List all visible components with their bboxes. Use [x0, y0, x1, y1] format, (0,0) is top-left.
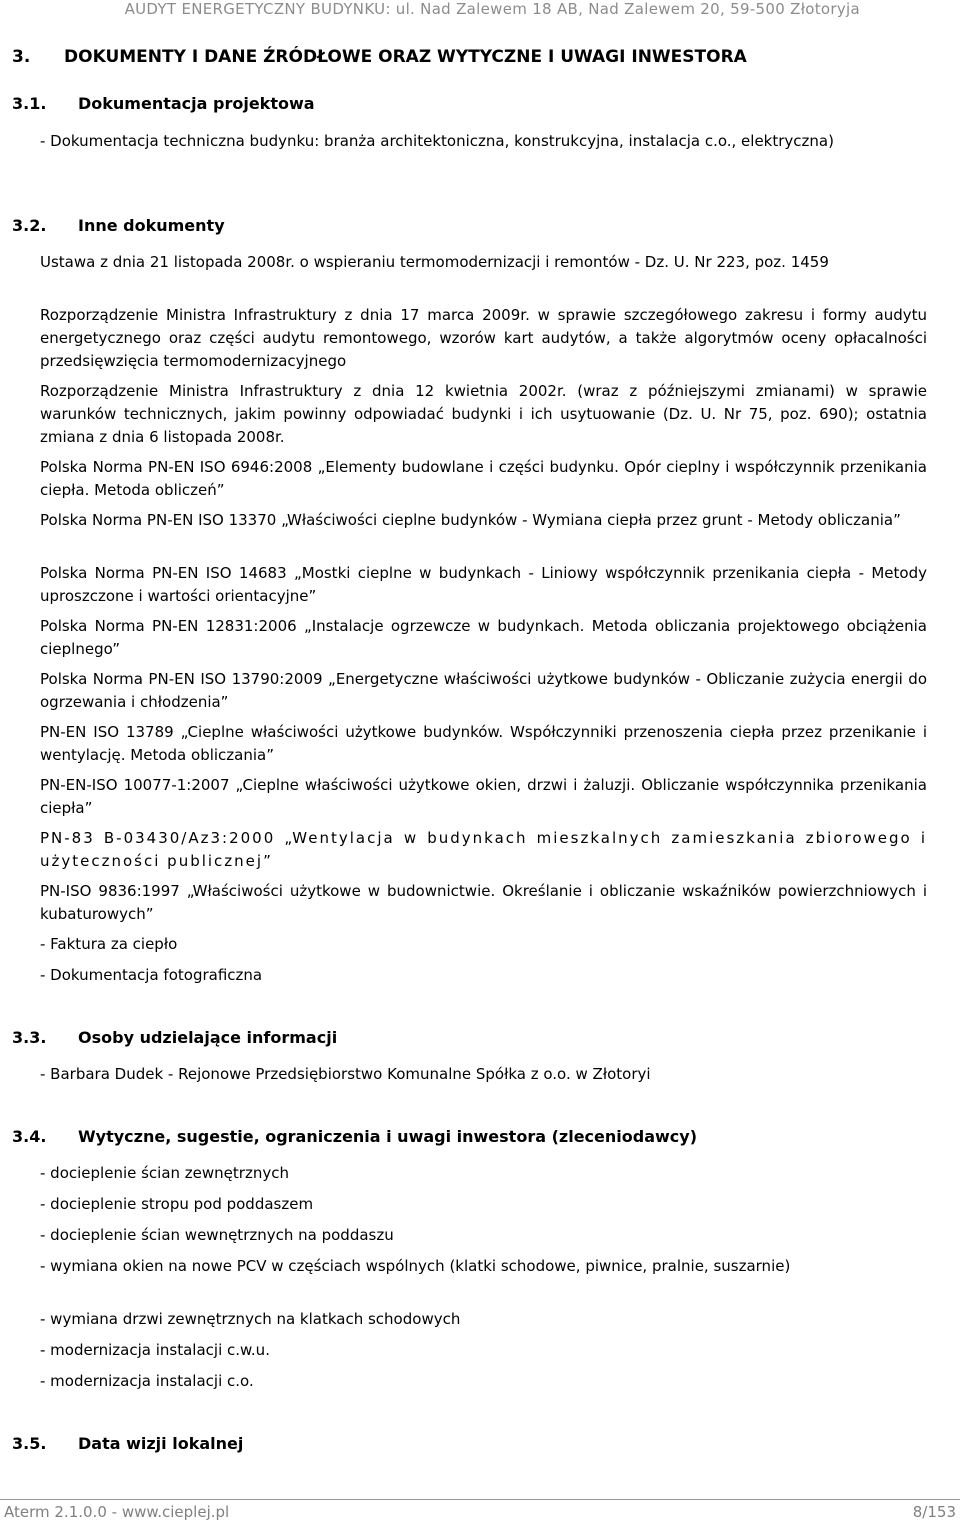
page-header: AUDYT ENERGETYCZNY BUDYNKU: ul. Nad Zalewem 18 AB, Nad Zalewem 20, 59-500 Złotoryja — [124, 0, 860, 18]
document-item: PN-EN-ISO 10077-1:2007 „Cieplne właściwości użytkowe okien, drzwi i żaluzji. Obliczanie współczynnika przenikania ciepła” — [40, 776, 927, 817]
document-item: - Dokumentacja fotograficzna — [40, 966, 263, 984]
list-item: - docieplenie ścian zewnętrznych — [40, 1164, 289, 1182]
list-item: - docieplenie ścian wewnętrznych na poddaszu — [40, 1226, 394, 1244]
list-item: - wymiana okien na nowe PCV w częściach wspólnych (klatki schodowe, piwnice, pralnie, suszarnie) — [40, 1257, 791, 1275]
section-3-1-heading: 3.1. Dokumentacja projektowa — [12, 94, 315, 113]
page-footer — [0, 1499, 960, 1521]
document-item: Rozporządzenie Ministra Infrastruktury z dnia 17 marca 2009r. w sprawie szczegółowego zakresu i formy audytu energetycznego oraz części audytu remontowego, wzorów kart audytów, a także algorytmów oceny opłacalności przedsięwzięcia termomodernizacyjnego — [40, 306, 927, 370]
document-item: PN-ISO 9836:1997 „Właściwości użytkowe w budownictwie. Określanie i obliczanie wskaźników powierzchniowych i kubaturowych” — [40, 882, 927, 923]
paragraph-dokumentacja: - Dokumentacja techniczna budynku: branża architektoniczna, konstrukcyjna, instalacja c.o., elektryczna) — [40, 132, 834, 150]
document-item: Polska Norma PN-EN ISO 14683 „Mostki cieplne w budynkach - Liniowy współczynnik przenikania ciepła - Metody uproszczone i wartości orientacyjne” — [40, 564, 927, 605]
list-item: - modernizacja instalacji c.o. — [40, 1372, 254, 1390]
section-3-heading: 3. DOKUMENTY I DANE ŹRÓDŁOWE ORAZ WYTYCZNE I UWAGI INWESTORA — [12, 47, 747, 67]
section-3-4-heading: 3.4. Wytyczne, sugestie, ograniczenia i uwagi inwestora (zleceniodawcy) — [12, 1127, 697, 1146]
list-item: - wymiana drzwi zewnętrznych na klatkach schodowych — [40, 1310, 461, 1328]
page-number: 8/153 — [912, 1503, 956, 1521]
document-item: PN-83 B-03430/Az3:2000 „Wentylacja w budynkach mieszkalnych zamieszkania zbiorowego i użyteczności publicznej” — [40, 829, 927, 870]
document-item: Polska Norma PN-EN 12831:2006 „Instalacje ogrzewcze w budynkach. Metoda obliczania projektowego obciążenia cieplnego” — [40, 617, 927, 658]
section-3-5-heading: 3.5. Data wizji lokalnej — [12, 1434, 244, 1453]
list-item: - Barbara Dudek - Rejonowe Przedsiębiorstwo Komunalne Spółka z o.o. w Złotoryi — [40, 1065, 651, 1083]
document-item: PN-EN ISO 13789 „Cieplne właściwości użytkowe budynków. Współczynniki przenoszenia ciepła przez przenikanie i wentylację. Metoda obliczania” — [40, 723, 927, 764]
document-item: Polska Norma PN-EN ISO 6946:2008 „Elementy budowlane i części budynku. Opór cieplny i współczynnik przenikania ciepła. Metoda obliczeń” — [40, 458, 927, 499]
section-3-2-heading: 3.2. Inne dokumenty — [12, 216, 225, 235]
document-item: - Faktura za ciepło — [40, 935, 178, 953]
document-item: Ustawa z dnia 21 listopada 2008r. o wspieraniu termomodernizacji i remontów - Dz. U. Nr 223, poz. 1459 — [40, 253, 829, 271]
footer-software: Aterm 2.1.0.0 - www.cieplej.pl — [4, 1503, 230, 1521]
list-item: - modernizacja instalacji c.w.u. — [40, 1341, 270, 1359]
document-item: Rozporządzenie Ministra Infrastruktury z dnia 12 kwietnia 2002r. (wraz z późniejszymi zmianami) w sprawie warunków technicznych, jakim powinny odpowiadać budynki i ich usytuowanie (Dz. U. Nr 75, poz. 690); ostatnia zmiana z dnia 6 listopada 2008r. — [40, 382, 927, 446]
document-item: Polska Norma PN-EN ISO 13370 „Właściwości cieplne budynków - Wymiana ciepła przez grunt - Metody obliczania” — [40, 511, 901, 529]
list-item: - docieplenie stropu pod poddaszem — [40, 1195, 314, 1213]
section-3-3-heading: 3.3. Osoby udzielające informacji — [12, 1028, 338, 1047]
document-item: Polska Norma PN-EN ISO 13790:2009 „Energetyczne właściwości użytkowe budynków - Obliczanie zużycia energii do ogrzewania i chłodzenia” — [40, 670, 927, 711]
